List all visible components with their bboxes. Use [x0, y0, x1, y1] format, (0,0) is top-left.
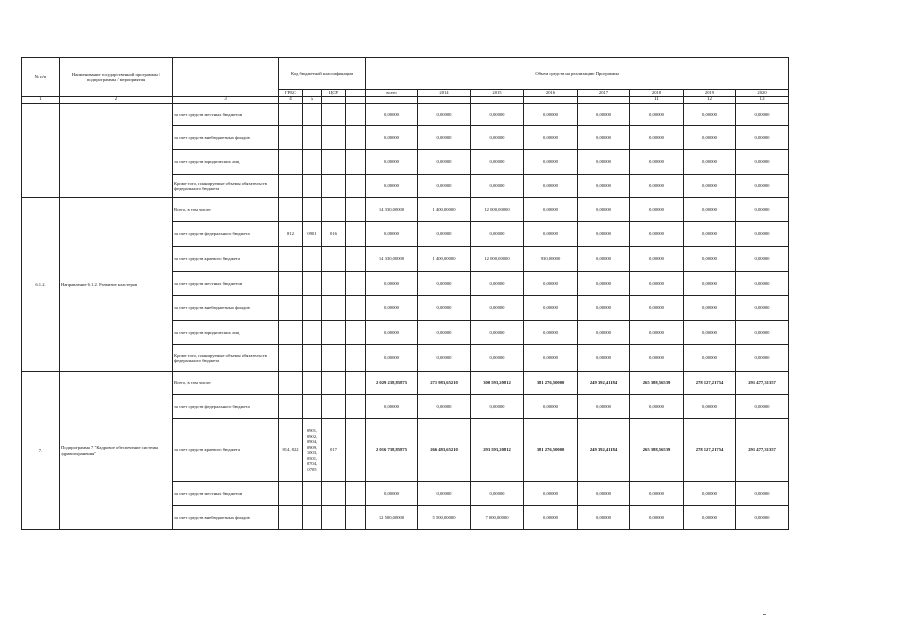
amount-year: 1 400,00000	[418, 198, 471, 222]
csr-code	[322, 506, 346, 530]
amount-year: 291 477,31357	[736, 419, 789, 482]
amount-year: 0,00000	[471, 175, 524, 198]
amount-year: 0,00000	[736, 198, 789, 222]
amount-year: 930,00000	[524, 247, 578, 272]
csr-code	[322, 395, 346, 419]
column-number: 13	[736, 97, 789, 104]
amount-year: 0,00000	[736, 104, 789, 126]
amount-year: 0,00000	[418, 175, 471, 198]
header-year: 2019	[684, 90, 736, 97]
amount-year: 0,00000	[524, 198, 578, 222]
funding-source-label: за счет средств внебюджетных фондов	[173, 506, 279, 530]
amount-year: 1 400,00000	[418, 247, 471, 272]
amount-total: 14 330,00000	[366, 247, 418, 272]
funding-source-label: за счет средств внебюджетных фондов	[173, 296, 279, 321]
amount-year: 12 000,00000	[471, 198, 524, 222]
amount-year: 12 000,00000	[471, 247, 524, 272]
amount-year: 0,00000	[524, 296, 578, 321]
column-number	[366, 97, 418, 104]
grbs-code	[279, 272, 303, 296]
header-year: 2020	[736, 90, 789, 97]
amount-year: 271 983,65210	[418, 372, 471, 395]
grbs-code	[279, 104, 303, 126]
amount-year: 0,00000	[736, 222, 789, 247]
amount-year: 0,00000	[578, 126, 630, 150]
amount-year: 0,00000	[524, 104, 578, 126]
amount-year: 0,00000	[578, 104, 630, 126]
amount-total: 0,00000	[366, 104, 418, 126]
csr-code	[322, 321, 346, 345]
column-numbering-row	[22, 97, 789, 104]
amount-year: 0,00000	[736, 175, 789, 198]
column-number: 2	[60, 97, 173, 104]
csr-code: 017	[322, 419, 346, 482]
amount-year: 0,00000	[418, 395, 471, 419]
header-blank	[173, 58, 279, 97]
amount-year: 0,00000	[736, 296, 789, 321]
amount-year: 0,00000	[630, 126, 684, 150]
section-code	[303, 104, 322, 126]
amount-year: 0,00000	[736, 247, 789, 272]
column-number	[418, 97, 471, 104]
header-year: 2017	[578, 90, 630, 97]
amount-year: 0,00000	[630, 482, 684, 506]
amount-year: 0,00000	[524, 150, 578, 175]
amount-year: 0,00000	[418, 126, 471, 150]
funding-source-label: за счет средств юридических лиц	[173, 321, 279, 345]
amount-year: 0,00000	[418, 222, 471, 247]
funding-source-label: за счет средств федерального бюджета	[173, 222, 279, 247]
vr-code	[346, 395, 366, 419]
amount-year: 265 388,56539	[630, 419, 684, 482]
amount-year: 0,00000	[471, 272, 524, 296]
amount-year: 0,00000	[630, 345, 684, 372]
vr-code	[346, 506, 366, 530]
grbs-code: 814, 822	[279, 419, 303, 482]
vr-code	[346, 372, 366, 395]
section-code: 0901, 0902, 0904, 0909, 1003, 0501, 0704, 0705	[303, 419, 322, 482]
table-row	[22, 198, 789, 222]
amount-year: 0,00000	[684, 247, 736, 272]
amount-year: 0,00000	[418, 272, 471, 296]
amount-year: 0,00000	[684, 175, 736, 198]
amount-year: 0,00000	[684, 104, 736, 126]
amount-year: 0,00000	[630, 247, 684, 272]
section-code	[303, 175, 322, 198]
csr-code	[322, 150, 346, 175]
amount-year: 0,00000	[578, 272, 630, 296]
csr-code	[322, 198, 346, 222]
amount-year: 0,00000	[684, 150, 736, 175]
amount-year: 0,00000	[418, 321, 471, 345]
program-name: Подпрограмма 7 "Кадровое обеспечение системы здравоохранения"	[60, 372, 173, 530]
section-code	[303, 296, 322, 321]
header-budget-code: Код бюджетной классификации	[279, 58, 366, 90]
vr-code	[346, 198, 366, 222]
column-number: 5	[303, 97, 322, 104]
amount-year: 0,00000	[471, 104, 524, 126]
amount-year: 0,00000	[684, 321, 736, 345]
amount-year: 278 127,21754	[684, 372, 736, 395]
vr-code	[346, 345, 366, 372]
amount-year: 0,00000	[524, 345, 578, 372]
header-rzpr	[303, 90, 322, 97]
budget-table	[21, 57, 789, 530]
amount-year: 0,00000	[630, 395, 684, 419]
header-program-name: Наименование государственной программы / подпрограммы / мероприятия	[60, 58, 173, 97]
grbs-code	[279, 175, 303, 198]
amount-year: 0,00000	[578, 175, 630, 198]
amount-year: 0,00000	[471, 395, 524, 419]
amount-year: 0,00000	[736, 150, 789, 175]
amount-year: 266 483,65210	[418, 419, 471, 482]
amount-year: 0,00000	[471, 321, 524, 345]
csr-code	[322, 104, 346, 126]
amount-year: 0,00000	[684, 126, 736, 150]
amount-total: 0,00000	[366, 150, 418, 175]
amount-year: 0,00000	[471, 345, 524, 372]
csr-code	[322, 296, 346, 321]
header-year: 2016	[524, 90, 578, 97]
funding-source-label: Кроме того, планируемые объемы обязательств федерального бюджета	[173, 345, 279, 372]
header-total: всего	[366, 90, 418, 97]
amount-year: 278 127,21754	[684, 419, 736, 482]
csr-code	[322, 272, 346, 296]
csr-code	[322, 126, 346, 150]
column-number: 4	[279, 97, 303, 104]
amount-year: 0,00000	[630, 175, 684, 198]
vr-code	[346, 272, 366, 296]
section-code	[303, 372, 322, 395]
header-funding-volume: Объем средств на реализацию Программы	[366, 58, 789, 90]
csr-code	[322, 175, 346, 198]
funding-source-label: за счет средств краевого бюджета	[173, 419, 279, 482]
amount-year: 0,00000	[630, 150, 684, 175]
section-code	[303, 395, 322, 419]
amount-year: 0,00000	[736, 272, 789, 296]
row-number: 7.	[22, 372, 60, 530]
amount-year: 265 388,56539	[630, 372, 684, 395]
column-number: 3	[173, 97, 279, 104]
amount-year: 0,00000	[524, 222, 578, 247]
amount-year: 0,00000	[736, 395, 789, 419]
vr-code	[346, 296, 366, 321]
amount-total: 12 500,00000	[366, 506, 418, 530]
amount-total: 14 330,00000	[366, 198, 418, 222]
amount-year: 0,00000	[578, 247, 630, 272]
csr-code: 016	[322, 222, 346, 247]
csr-code	[322, 372, 346, 395]
amount-total: 0,00000	[366, 296, 418, 321]
amount-year: 0,00000	[524, 321, 578, 345]
funding-source-label: Всего, в том числе:	[173, 372, 279, 395]
amount-year: 0,00000	[684, 482, 736, 506]
funding-source-label: за счет средств местных бюджетов	[173, 272, 279, 296]
grbs-code	[279, 198, 303, 222]
amount-year: 0,00000	[471, 150, 524, 175]
section-code	[303, 506, 322, 530]
section-code	[303, 482, 322, 506]
grbs-code	[279, 321, 303, 345]
amount-year: 0,00000	[578, 395, 630, 419]
amount-year: 0,00000	[418, 345, 471, 372]
funding-source-label: за счет средств местных бюджетов	[173, 104, 279, 126]
header-grbs: ГРБС	[279, 90, 303, 97]
amount-total: 2 029 238,85875	[366, 372, 418, 395]
amount-total: 0,00000	[366, 175, 418, 198]
amount-year: 0,00000	[736, 345, 789, 372]
amount-year: 0,00000	[684, 506, 736, 530]
amount-total: 0,00000	[366, 395, 418, 419]
amount-year: 249 392,41184	[578, 372, 630, 395]
amount-year: 300 593,20812	[471, 372, 524, 395]
table-row	[22, 372, 789, 395]
header-vr	[346, 90, 366, 97]
grbs-code	[279, 345, 303, 372]
amount-year: 293 593,20812	[471, 419, 524, 482]
amount-year: 0,00000	[630, 198, 684, 222]
vr-code	[346, 126, 366, 150]
amount-year: 0,00000	[736, 482, 789, 506]
section-code	[303, 345, 322, 372]
column-number: 12	[684, 97, 736, 104]
amount-year: 0,00000	[736, 321, 789, 345]
row-number: 6.1.2.	[22, 198, 60, 372]
header-year: 2015	[471, 90, 524, 97]
column-number	[578, 97, 630, 104]
section-code	[303, 126, 322, 150]
grbs-code	[279, 506, 303, 530]
header-year: 2018	[630, 90, 684, 97]
vr-code	[346, 222, 366, 247]
amount-year: 0,00000	[418, 296, 471, 321]
funding-source-label: Всего, в том числе:	[173, 198, 279, 222]
section-code	[303, 150, 322, 175]
amount-year: 0,00000	[684, 272, 736, 296]
amount-year: 0,00000	[578, 296, 630, 321]
vr-code	[346, 419, 366, 482]
program-name	[60, 104, 173, 198]
program-name: Направление 6.1.2. Развитие кластеров	[60, 198, 173, 372]
grbs-code	[279, 247, 303, 272]
vr-code	[346, 150, 366, 175]
grbs-code	[279, 126, 303, 150]
column-number	[524, 97, 578, 104]
vr-code	[346, 247, 366, 272]
amount-year: 249 392,41184	[578, 419, 630, 482]
amount-year: 0,00000	[524, 506, 578, 530]
amount-year: 381 276,50000	[524, 372, 578, 395]
amount-year: 0,00000	[630, 222, 684, 247]
amount-year: 0,00000	[684, 345, 736, 372]
row-number	[22, 104, 60, 198]
amount-total: 0,00000	[366, 345, 418, 372]
amount-year: 0,00000	[578, 506, 630, 530]
amount-year: 0,00000	[630, 506, 684, 530]
amount-year: 0,00000	[578, 482, 630, 506]
vr-code	[346, 175, 366, 198]
amount-year: 0,00000	[684, 395, 736, 419]
section-code: 0901	[303, 222, 322, 247]
amount-year: 0,00000	[736, 126, 789, 150]
grbs-code	[279, 296, 303, 321]
section-code	[303, 247, 322, 272]
amount-year: 0,00000	[684, 222, 736, 247]
funding-source-label: за счет средств местных бюджетов	[173, 482, 279, 506]
csr-code	[322, 482, 346, 506]
amount-year: 0,00000	[578, 222, 630, 247]
amount-total: 0,00000	[366, 126, 418, 150]
amount-year: 0,00000	[471, 222, 524, 247]
vr-code	[346, 482, 366, 506]
amount-year: 7 000,00000	[471, 506, 524, 530]
amount-year: 0,00000	[418, 104, 471, 126]
amount-year: 0,00000	[684, 198, 736, 222]
amount-year: 0,00000	[524, 482, 578, 506]
vr-code	[346, 104, 366, 126]
amount-year: 0,00000	[524, 126, 578, 150]
amount-year: 0,00000	[684, 296, 736, 321]
amount-year: 0,00000	[630, 104, 684, 126]
amount-year: 381 276,50000	[524, 419, 578, 482]
funding-source-label: Кроме того, планируемые объемы обязательств федерального бюджета	[173, 175, 279, 198]
funding-source-label: за счет средств краевого бюджета	[173, 247, 279, 272]
column-number	[346, 97, 366, 104]
amount-year: 0,00000	[524, 272, 578, 296]
csr-code	[322, 247, 346, 272]
amount-year: 0,00000	[471, 296, 524, 321]
amount-year: 0,00000	[630, 296, 684, 321]
section-code	[303, 272, 322, 296]
amount-year: 0,00000	[578, 150, 630, 175]
amount-year: 0,00000	[471, 126, 524, 150]
amount-total: 0,00000	[366, 222, 418, 247]
header-year: 2014	[418, 90, 471, 97]
header-csr: ЦСР	[322, 90, 346, 97]
funding-source-label: за счет средств юридических лиц	[173, 150, 279, 175]
amount-year: 0,00000	[578, 198, 630, 222]
grbs-code	[279, 150, 303, 175]
column-number: 1	[22, 97, 60, 104]
section-code	[303, 198, 322, 222]
amount-year: 0,00000	[736, 506, 789, 530]
column-number	[471, 97, 524, 104]
column-number	[322, 97, 346, 104]
amount-total: 0,00000	[366, 482, 418, 506]
header-number: № п/п	[22, 58, 60, 97]
amount-year: 0,00000	[578, 321, 630, 345]
grbs-code	[279, 395, 303, 419]
funding-source-label: за счет средств внебюджетных фондов	[173, 126, 279, 150]
amount-year: 0,00000	[524, 175, 578, 198]
amount-year: 0,00000	[630, 321, 684, 345]
amount-year: 0,00000	[418, 482, 471, 506]
table-row	[22, 104, 789, 126]
csr-code	[322, 345, 346, 372]
section-code	[303, 321, 322, 345]
vr-code	[346, 321, 366, 345]
amount-year: 0,00000	[524, 395, 578, 419]
amount-year: 291 477,31357	[736, 372, 789, 395]
amount-year: 0,00000	[630, 272, 684, 296]
grbs-code	[279, 482, 303, 506]
page-mark	[763, 614, 766, 615]
amount-total: 2 016 738,85875	[366, 419, 418, 482]
amount-year: 0,00000	[418, 150, 471, 175]
amount-year: 0,00000	[578, 345, 630, 372]
amount-total: 0,00000	[366, 321, 418, 345]
amount-total: 0,00000	[366, 272, 418, 296]
amount-year: 0,00000	[471, 482, 524, 506]
column-number: 11	[630, 97, 684, 104]
amount-year: 5 500,00000	[418, 506, 471, 530]
grbs-code: 812	[279, 222, 303, 247]
funding-source-label: за счет средств федерального бюджета	[173, 395, 279, 419]
grbs-code	[279, 372, 303, 395]
